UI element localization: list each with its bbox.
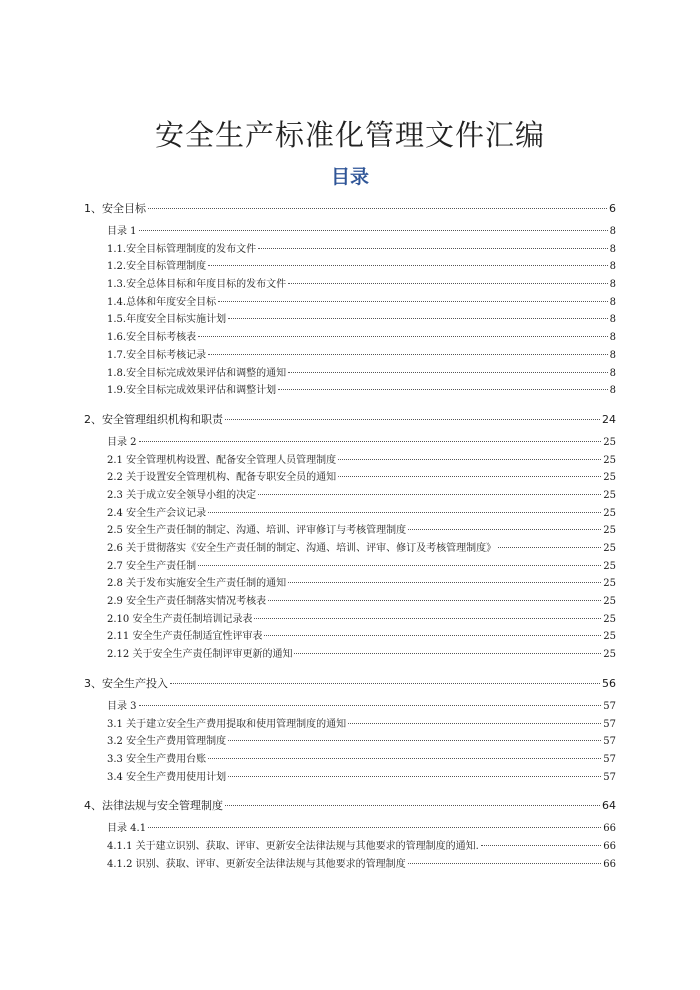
toc-entry-title: 2.4 安全生产会议记录 bbox=[107, 507, 207, 519]
toc-section-entry[interactable] bbox=[84, 716, 616, 734]
toc-dot-leader bbox=[198, 565, 601, 566]
toc-page-number: 25 bbox=[603, 649, 616, 661]
toc-section-entry[interactable] bbox=[84, 769, 616, 787]
toc-entry-title: 1.9.安全目标完成效果评估和调整计划 bbox=[107, 385, 277, 397]
toc-section-entry[interactable] bbox=[84, 329, 616, 347]
toc-entry-title: 目录 4.1 bbox=[107, 823, 147, 835]
toc-page-number: 25 bbox=[603, 596, 616, 608]
toc-dot-leader bbox=[208, 512, 601, 513]
toc-section-entry[interactable] bbox=[84, 575, 616, 593]
toc-page-number: 25 bbox=[603, 507, 616, 519]
toc-page-number: 8 bbox=[609, 261, 616, 273]
toc-entry-title: 目录 1 bbox=[107, 226, 137, 237]
toc-entry-title: 2.8 关于发布实施安全生产责任制的通知 bbox=[107, 578, 287, 590]
toc-page-number: 66 bbox=[603, 823, 616, 835]
toc-page-number: 8 bbox=[609, 243, 616, 255]
toc-entry-title: 1.4.总体和年度安全目标 bbox=[107, 296, 217, 308]
toc-dot-leader bbox=[208, 265, 608, 266]
toc-dot-leader bbox=[408, 863, 602, 864]
toc-section-entry[interactable] bbox=[84, 838, 616, 856]
toc-section-entry[interactable] bbox=[84, 365, 616, 383]
table-of-contents bbox=[84, 200, 616, 873]
toc-page-number: 25 bbox=[603, 543, 616, 554]
toc-entry-title: 1、安全目标 bbox=[84, 202, 146, 215]
toc-page-number: 57 bbox=[603, 753, 616, 765]
toc-section-entry[interactable] bbox=[84, 294, 616, 312]
toc-entry-title: 1.7.安全目标考核记录 bbox=[107, 349, 207, 361]
toc-section-entry[interactable] bbox=[84, 611, 616, 629]
toc-dot-leader bbox=[481, 845, 601, 846]
toc-dot-leader bbox=[288, 582, 601, 583]
toc-page-number: 8 bbox=[609, 296, 616, 308]
toc-entry-title: 3.4 安全生产费用使用计划 bbox=[107, 771, 227, 783]
toc-page-number: 66 bbox=[603, 840, 616, 852]
toc-dot-leader bbox=[498, 547, 601, 548]
toc-dot-leader bbox=[268, 600, 601, 601]
toc-entry-title: 3.3 安全生产费用台账 bbox=[107, 753, 207, 765]
toc-dot-leader bbox=[170, 683, 600, 684]
toc-section-entry[interactable] bbox=[84, 522, 616, 540]
toc-page-number: 25 bbox=[603, 454, 616, 466]
toc-dot-leader bbox=[258, 494, 601, 495]
toc-dot-leader bbox=[258, 248, 608, 249]
toc-page-number: 24 bbox=[602, 412, 616, 426]
toc-page-number: 57 bbox=[603, 700, 616, 712]
toc-dot-leader bbox=[264, 635, 601, 636]
toc-entry-title: 1.1.安全目标管理制度的发布文件 bbox=[107, 243, 257, 255]
toc-entry-title: 3、安全生产投入 bbox=[84, 676, 168, 690]
toc-section-entry[interactable] bbox=[84, 856, 616, 874]
toc-dot-leader bbox=[408, 529, 601, 530]
toc-chapter-entry[interactable] bbox=[84, 797, 616, 814]
toc-dot-leader bbox=[208, 758, 601, 759]
toc-dot-leader bbox=[254, 618, 601, 619]
toc-dot-leader bbox=[294, 653, 601, 654]
toc-dot-leader bbox=[218, 301, 608, 302]
toc-page-number: 8 bbox=[609, 385, 616, 397]
toc-section-entry[interactable] bbox=[84, 698, 616, 716]
toc-dot-leader bbox=[225, 419, 600, 420]
toc-entry-title: 2.1 安全管理机构设置、配备安全管理人员管理制度 bbox=[107, 454, 337, 466]
toc-section-entry[interactable] bbox=[84, 469, 616, 487]
toc-dot-leader bbox=[225, 805, 600, 806]
toc-section-entry[interactable] bbox=[84, 223, 616, 241]
toc-page-number: 25 bbox=[603, 613, 616, 625]
toc-section-entry[interactable] bbox=[84, 733, 616, 751]
document-title: 安全生产标准化管理文件汇编 bbox=[154, 118, 545, 153]
toc-page-number: 6 bbox=[609, 202, 616, 215]
toc-heading: 目录 bbox=[330, 166, 369, 188]
toc-entry-title: 4.1.1 关于建立识别、获取、评审、更新安全法律法规与其他要求的管理制度的通知. bbox=[107, 840, 479, 852]
toc-section-entry[interactable] bbox=[84, 241, 616, 259]
toc-section-entry[interactable] bbox=[84, 593, 616, 611]
toc-page-number: 25 bbox=[603, 578, 616, 590]
toc-chapter-entry[interactable] bbox=[84, 675, 616, 692]
toc-page-number: 25 bbox=[603, 472, 616, 484]
toc-entry-title: 2.11 安全生产责任制适宜性评审表 bbox=[107, 631, 263, 643]
toc-dot-leader bbox=[139, 230, 608, 231]
toc-page-number: 25 bbox=[603, 560, 616, 572]
toc-entry-title: 目录 2 bbox=[107, 436, 137, 448]
toc-entry-title: 2.9 安全生产责任制落实情况考核表 bbox=[107, 596, 267, 608]
toc-entry-title: 2.5 安全生产责任制的制定、沟通、培训、评审修订与考核管理制度 bbox=[107, 525, 407, 537]
toc-entry-title: 1.2.安全目标管理制度 bbox=[107, 261, 207, 273]
toc-page-number: 8 bbox=[609, 367, 616, 379]
toc-page-number: 8 bbox=[609, 314, 616, 326]
toc-page-number: 8 bbox=[609, 226, 616, 237]
toc-section-entry[interactable] bbox=[84, 505, 616, 523]
toc-entry-title: 2.7 安全生产责任制 bbox=[107, 560, 197, 572]
toc-entry-title: 4.1.2 识别、获取、评审、更新安全法律法规与其他要求的管理制度 bbox=[107, 858, 406, 870]
toc-dot-leader bbox=[148, 208, 607, 209]
toc-entry-title: 2.12 关于安全生产责任制评审更新的通知 bbox=[107, 649, 293, 661]
toc-section-entry[interactable] bbox=[84, 751, 616, 769]
toc-dot-leader bbox=[228, 776, 601, 777]
toc-entry-title: 1.5.年度安全目标实施计划 bbox=[107, 314, 227, 326]
toc-page-number: 57 bbox=[603, 718, 616, 730]
toc-page-number: 64 bbox=[602, 799, 616, 813]
toc-entry-title: 2、安全管理组织机构和职责 bbox=[84, 412, 223, 426]
toc-section-entry[interactable] bbox=[84, 540, 616, 558]
toc-section-entry[interactable] bbox=[84, 434, 616, 452]
toc-page-number: 56 bbox=[602, 676, 616, 690]
toc-dot-leader bbox=[288, 372, 608, 373]
toc-page-number: 8 bbox=[609, 332, 616, 344]
toc-entry-title: 3.2 安全生产费用管理制度 bbox=[107, 736, 227, 748]
toc-section-entry[interactable] bbox=[84, 558, 616, 576]
toc-section-entry[interactable] bbox=[84, 276, 616, 294]
toc-dot-leader bbox=[208, 354, 608, 355]
toc-section-entry[interactable] bbox=[84, 347, 616, 365]
toc-dot-leader bbox=[139, 441, 602, 442]
toc-section-entry[interactable] bbox=[84, 646, 616, 664]
toc-dot-leader bbox=[348, 723, 601, 724]
toc-entry-title: 2.6 关于贯彻落实《安全生产责任制的制定、沟通、培训、评审、修订及考核管理制度》 bbox=[107, 543, 497, 554]
toc-entry-title: 2.2 关于设置安全管理机构、配备专职安全员的通知 bbox=[107, 472, 337, 484]
toc-page-number: 25 bbox=[603, 489, 616, 501]
toc-page-number: 8 bbox=[609, 279, 616, 291]
toc-entry-title: 2.10 安全生产责任制培训记录表 bbox=[107, 613, 253, 625]
toc-section-entry[interactable] bbox=[84, 382, 616, 400]
toc-entry-title: 1.8.安全目标完成效果评估和调整的通知 bbox=[107, 367, 287, 379]
toc-page-number: 57 bbox=[603, 771, 616, 783]
toc-dot-leader bbox=[288, 283, 608, 284]
toc-page-number: 66 bbox=[603, 858, 616, 870]
toc-page-number: 25 bbox=[603, 631, 616, 643]
toc-page-number: 25 bbox=[603, 525, 616, 537]
toc-page-number: 25 bbox=[603, 436, 616, 448]
toc-entry-title: 目录 3 bbox=[107, 700, 137, 712]
toc-entry-title: 4、法律法规与安全管理制度 bbox=[84, 799, 223, 813]
toc-section-entry[interactable] bbox=[84, 258, 616, 276]
toc-page-number: 8 bbox=[609, 349, 616, 361]
toc-dot-leader bbox=[228, 318, 608, 319]
toc-dot-leader bbox=[148, 827, 601, 828]
toc-dot-leader bbox=[278, 389, 608, 390]
toc-dot-leader bbox=[198, 336, 608, 337]
toc-dot-leader bbox=[228, 740, 601, 741]
toc-page-number: 57 bbox=[603, 736, 616, 748]
toc-entry-title: 1.6.安全目标考核表 bbox=[107, 332, 197, 344]
toc-section-entry[interactable] bbox=[84, 452, 616, 470]
toc-dot-leader bbox=[338, 459, 601, 460]
toc-entry-title: 3.1 关于建立安全生产费用提取和使用管理制度的通知 bbox=[107, 718, 347, 730]
toc-entry-title: 2.3 关于成立安全领导小组的决定 bbox=[107, 489, 257, 501]
toc-section-entry[interactable] bbox=[84, 820, 616, 838]
toc-section-entry[interactable] bbox=[84, 487, 616, 505]
toc-chapter-entry[interactable] bbox=[84, 200, 616, 217]
toc-entry-title: 1.3.安全总体目标和年度目标的发布文件 bbox=[107, 279, 287, 291]
toc-section-entry[interactable] bbox=[84, 311, 616, 329]
toc-section-entry[interactable] bbox=[84, 628, 616, 646]
toc-dot-leader bbox=[338, 476, 601, 477]
toc-chapter-entry[interactable] bbox=[84, 411, 616, 428]
toc-dot-leader bbox=[139, 705, 602, 706]
